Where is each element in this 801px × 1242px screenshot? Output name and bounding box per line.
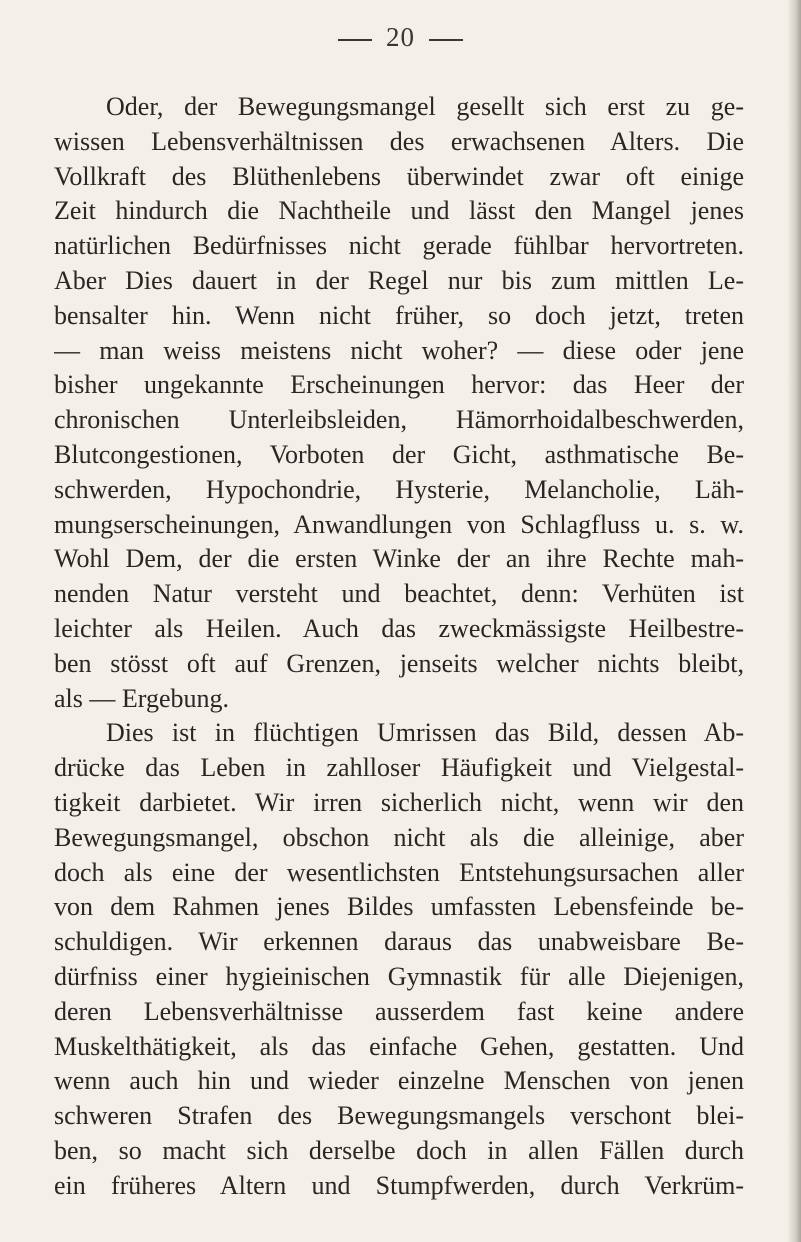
text-line: bensalter hin. Wenn nicht früher, so doch jetzt, treten: [54, 300, 744, 330]
page-edge-shadow: [787, 0, 801, 1242]
text-line: nenden Natur versteht und beachtet, denn: Verhüten ist: [54, 579, 744, 609]
page-number-dash-right: [429, 39, 463, 41]
text-line: natürlichen Bedürfnisses nicht gerade fühlbar hervortreten.: [54, 231, 744, 261]
text-line: Blutcongestionen, Vorboten der Gicht, asthmatische Be-: [54, 439, 744, 469]
text-line: Oder, der Bewegungsmangel gesellt sich erst zu ge-: [106, 92, 744, 121]
text-line: Zeit hindurch die Nachtheile und lässt den Mangel jenes: [54, 196, 744, 226]
body-text: [54, 90, 744, 1204]
text-line: wenn auch hin und wieder einzelne Menschen von jenen: [54, 1066, 744, 1096]
text-line: schuldigen. Wir erkennen daraus das unabweisbare Be-: [54, 927, 744, 957]
text-line: ein früheres Altern und Stumpfwerden, durch Verkrüm-: [54, 1170, 744, 1200]
text-line: Vollkraft des Blüthenlebens überwindet zwar oft einige: [54, 161, 744, 191]
text-line: als — Ergebung.: [54, 683, 229, 713]
text-line: schweren Strafen des Bewegungsmangels verschont blei-: [54, 1101, 744, 1131]
text-line: Muskelthätigkeit, als das einfache Gehen, gestatten. Und: [54, 1031, 744, 1061]
text-line: bisher ungekannte Erscheinungen hervor: das Heer der: [54, 370, 744, 400]
text-line: schwerden, Hypochondrie, Hysterie, Melancholie, Läh-: [54, 474, 744, 504]
text-line: tigkeit darbietet. Wir irren sicherlich nicht, wenn wir den: [54, 787, 744, 817]
text-line: ben, so macht sich derselbe doch in allen Fällen durch: [54, 1135, 744, 1165]
text-line: Wohl Dem, der die ersten Winke der an ihre Rechte mah-: [54, 544, 744, 574]
text-line: deren Lebensverhältnisse ausserdem fast keine andere: [54, 996, 744, 1026]
page-number: [0, 22, 801, 53]
text-line: Aber Dies dauert in der Regel nur bis zum mittlen Le-: [54, 265, 744, 295]
text-line: wissen Lebensverhältnissen des erwachsenen Alters. Die: [54, 126, 744, 156]
page-number-value: 20: [386, 22, 415, 52]
text-line: mungserscheinungen, Anwandlungen von Schlagfluss u. s. w.: [54, 509, 744, 539]
text-line: Dies ist in flüchtigen Umrissen das Bild, dessen Ab-: [106, 718, 744, 748]
text-line: dürfniss einer hygieinischen Gymnastik für alle Diejenigen,: [54, 961, 744, 991]
text-line: — man weiss meistens nicht woher? — diese oder jene: [54, 335, 744, 365]
text-line: leichter als Heilen. Auch das zweckmässigste Heilbestre-: [54, 613, 744, 643]
text-line: drücke das Leben in zahlloser Häufigkeit und Vielgestal-: [54, 753, 744, 783]
text-line: von dem Rahmen jenes Bildes umfassten Lebensfeinde be-: [54, 892, 744, 922]
text-line: Bewegungsmangel, obschon nicht als die alleinige, aber: [54, 822, 744, 852]
text-line: ben stösst oft auf Grenzen, jenseits welcher nichts bleibt,: [54, 648, 744, 678]
page-number-dash-left: [338, 39, 372, 41]
text-line: doch als eine der wesentlichsten Entstehungsursachen aller: [54, 857, 744, 887]
text-line: chronischen Unterleibsleiden, Hämorrhoidalbeschwerden,: [54, 405, 744, 435]
